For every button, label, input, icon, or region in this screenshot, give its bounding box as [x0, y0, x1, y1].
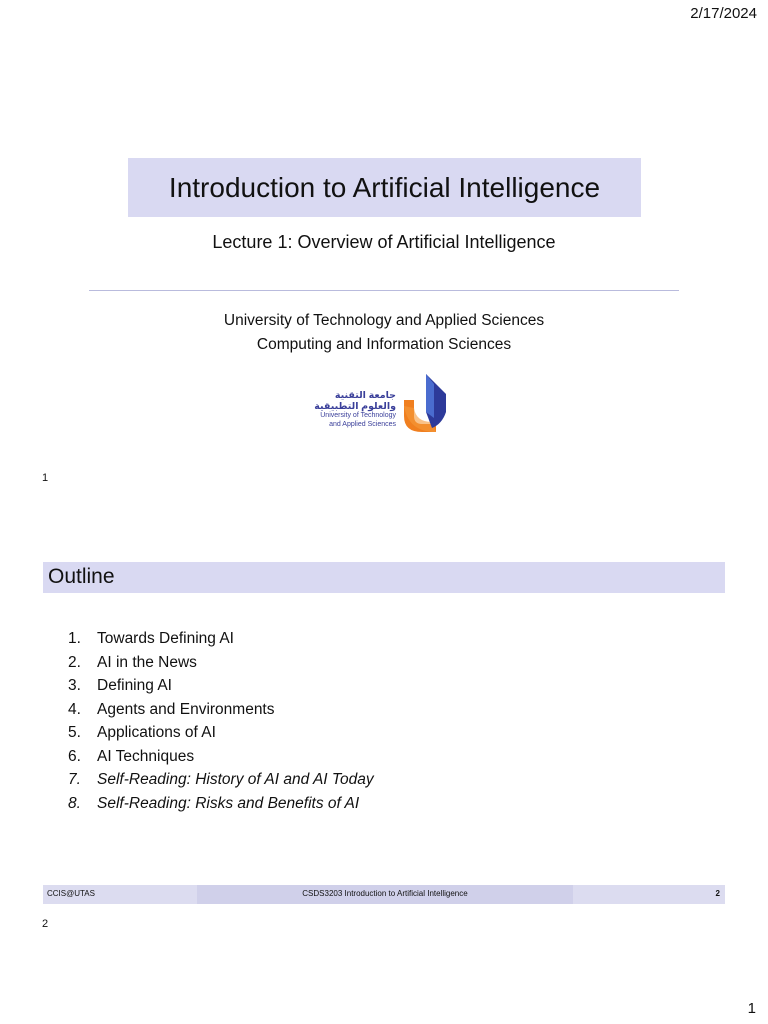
slide2-footer — [43, 885, 725, 904]
slide1-subtitle: Lecture 1: Overview of Artificial Intelligence — [212, 232, 556, 252]
outline-list — [68, 630, 374, 818]
list-item: 2. AI in the News — [68, 653, 197, 671]
footer-left-text: CCIS@UTAS — [47, 889, 95, 898]
print-date: 2/17/2024 — [690, 5, 757, 22]
footer-course-title: CSDS3203 Introduction to Artificial Intelligence — [302, 889, 468, 898]
logo-wordmark — [302, 390, 396, 429]
slide2-number: 2 — [42, 918, 49, 930]
list-item: 5. Applications of AI — [68, 724, 216, 741]
slide1-title-box — [128, 158, 641, 217]
list-item: 3. Defining AI — [68, 677, 172, 694]
list-item: 6. AI Techniques — [68, 747, 195, 765]
logo-english-line2: and Applied Sciences — [329, 420, 396, 428]
logo-emblem-icon — [402, 372, 450, 434]
list-item: 7. Self-Reading: History of AI and AI Today — [68, 771, 374, 788]
logo-arabic-line2: والعلوم التطبيقية — [314, 401, 396, 412]
slide1-number: 1 — [42, 472, 49, 484]
list-item: 4. Agents and Environments — [68, 700, 275, 718]
logo-arabic-line1: جامعة التقنية — [334, 390, 396, 401]
university-logo — [302, 372, 452, 436]
slide1-divider — [89, 290, 679, 291]
list-item: 1. Towards Defining AI — [68, 630, 234, 647]
page-number: 1 — [747, 1000, 756, 1017]
list-item: 8. Self-Reading: Risks and Benefits of AI — [68, 794, 360, 812]
footer-slide-number: 2 — [715, 889, 720, 898]
outline-heading: Outline — [48, 565, 115, 588]
logo-english-line1: University of Technology — [320, 412, 396, 419]
affiliation-university: University of Technology and Applied Sciences — [223, 312, 545, 329]
outline-heading-bar — [43, 562, 725, 593]
slide1-title: Introduction to Artificial Intelligence — [168, 171, 601, 203]
affiliation-department: Computing and Information Sciences — [256, 336, 512, 353]
